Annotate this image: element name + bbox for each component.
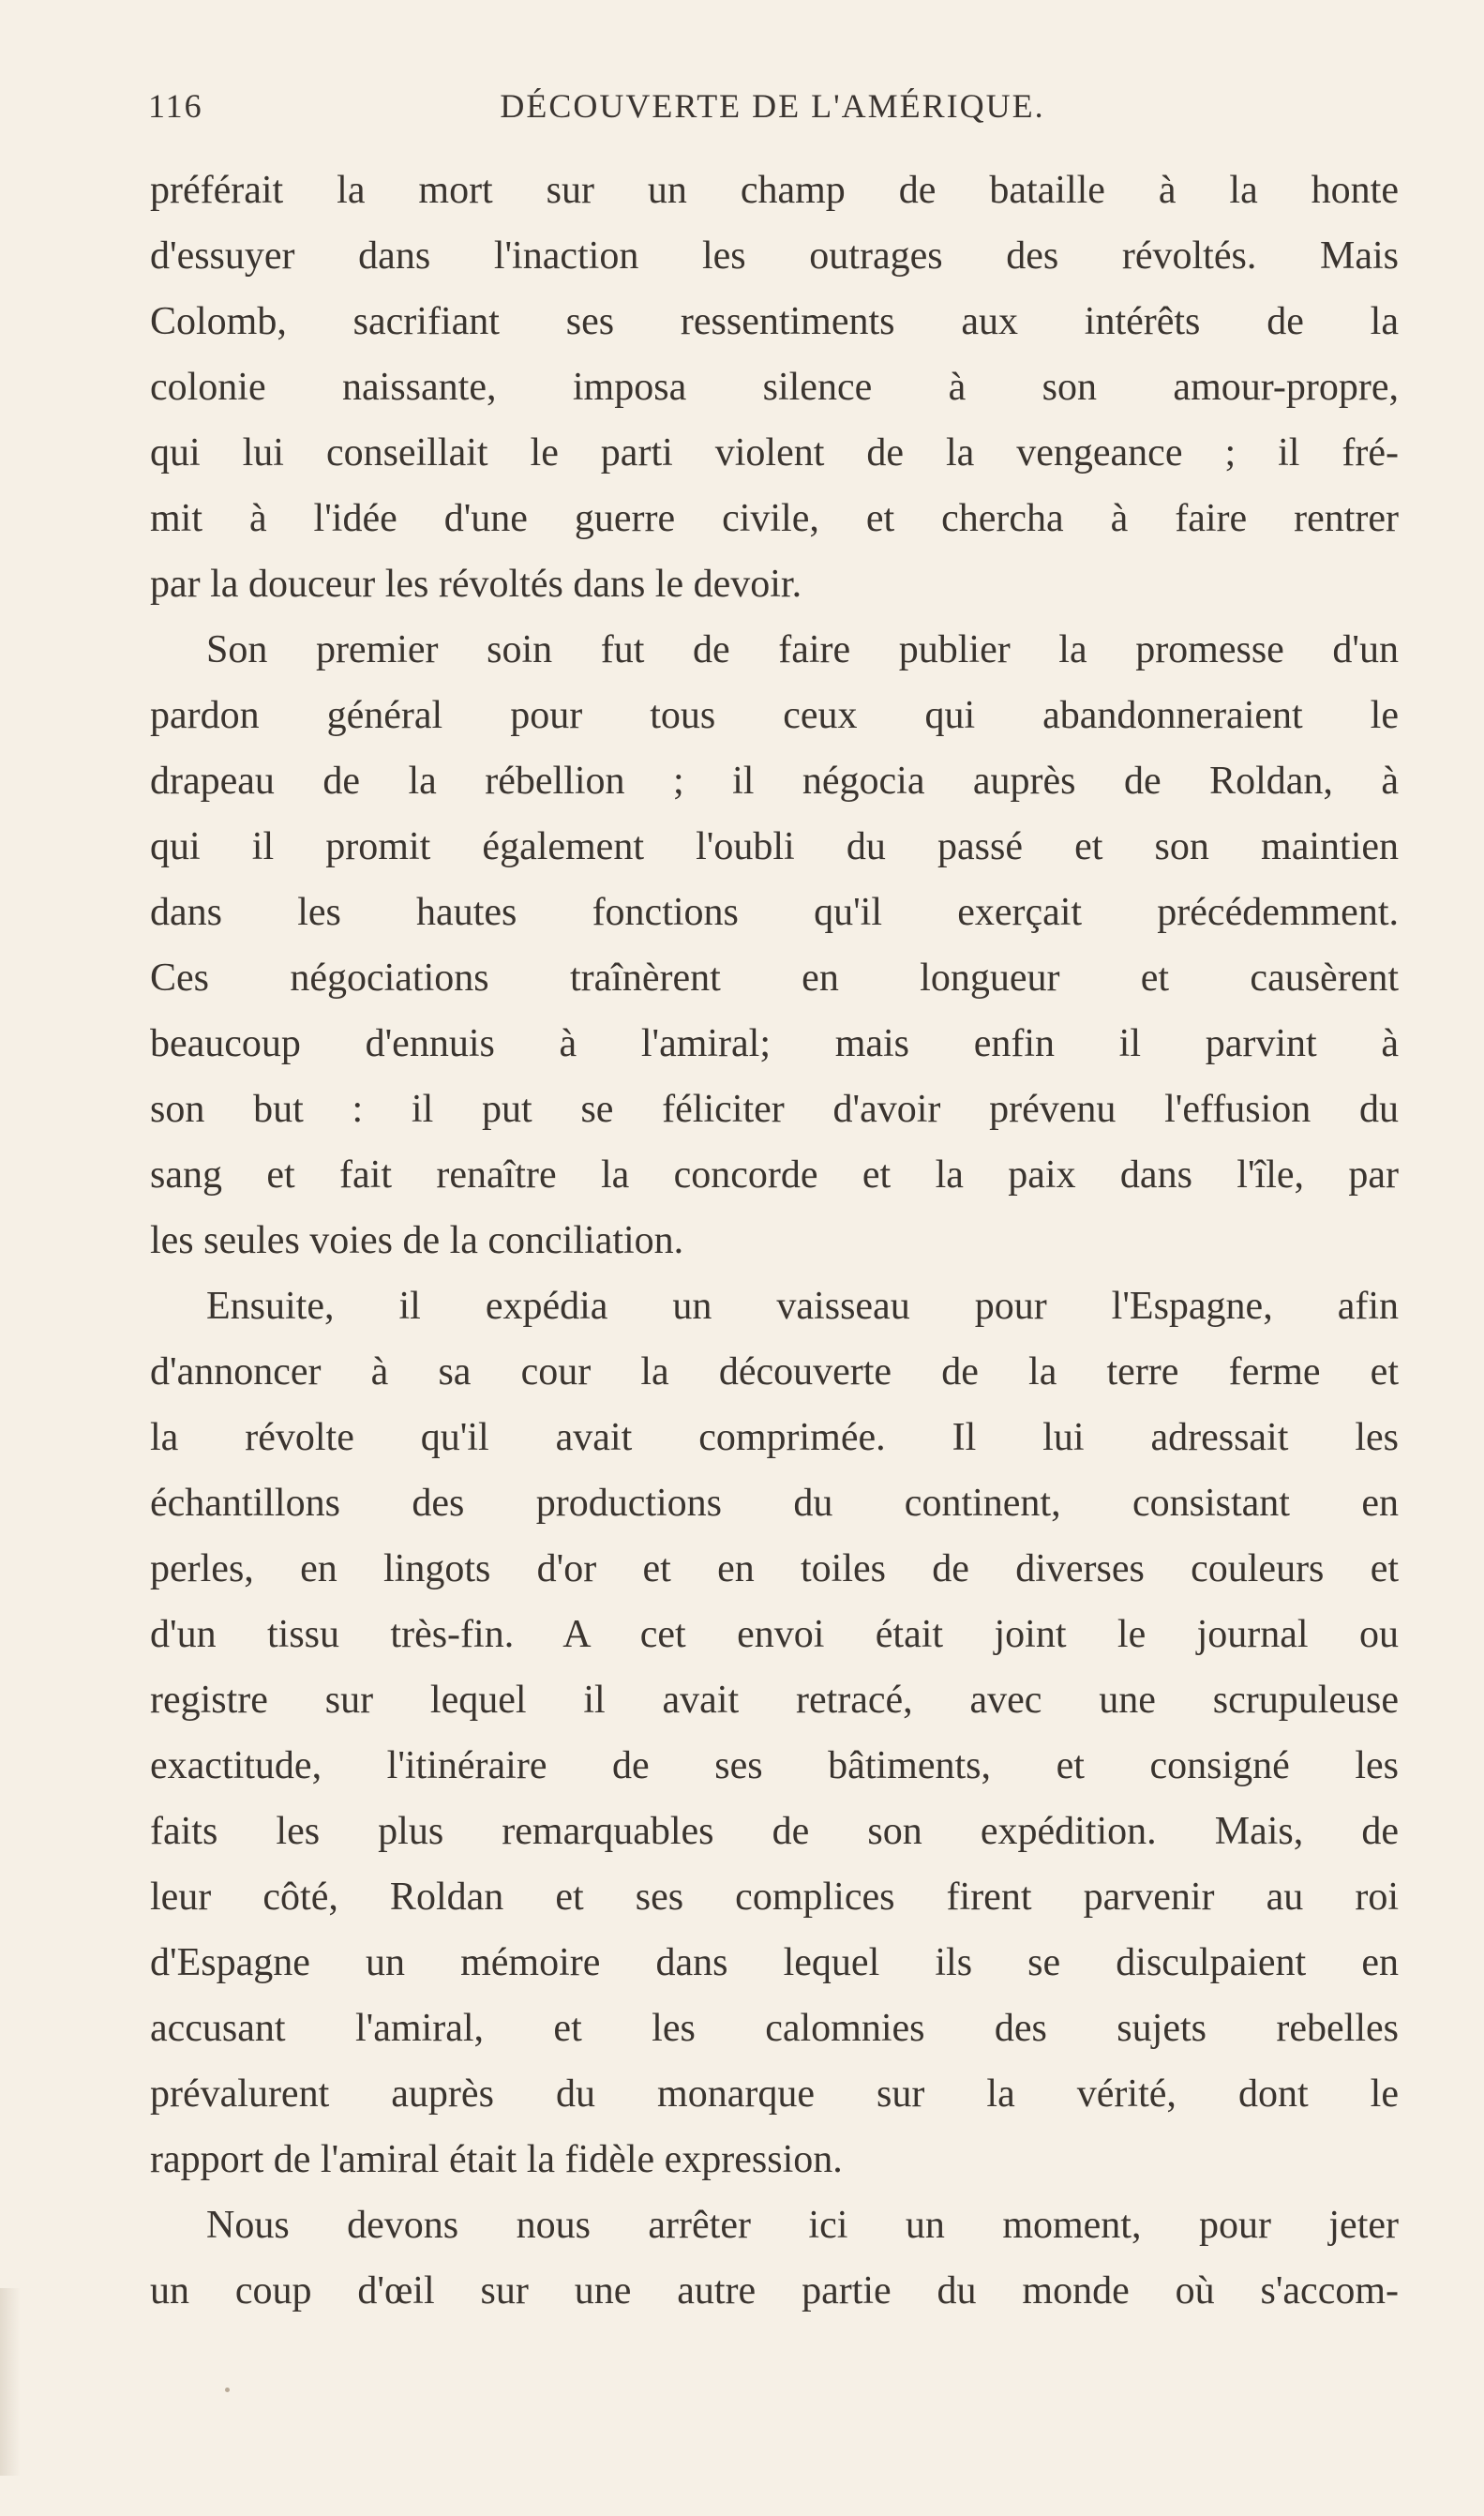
text-line: dans les hautes fonctions qu'il exerçait précédemment. bbox=[150, 891, 1399, 934]
text-line: colonie naissante, imposa silence à son amour-propre, bbox=[150, 366, 1399, 409]
page-number: 116 bbox=[148, 87, 203, 125]
text-line: échantillons des productions du continent, consistant en bbox=[150, 1482, 1399, 1525]
text-line: faits les plus remarquables de son expédition. Mais, de bbox=[150, 1810, 1399, 1853]
text-line: perles, en lingots d'or et en toiles de diverses couleurs et bbox=[150, 1547, 1399, 1590]
text-line: qui lui conseillait le parti violent de la vengeance ; il fré- bbox=[150, 431, 1399, 475]
text-line: exactitude, l'itinéraire de ses bâtiments, et consigné les bbox=[150, 1744, 1399, 1787]
paper-speck bbox=[225, 2388, 230, 2392]
running-title: DÉCOUVERTE DE L'AMÉRIQUE. bbox=[500, 87, 1045, 125]
text-line: qui il promit également l'oubli du passé et son maintien bbox=[150, 825, 1399, 868]
text-line: d'annoncer à sa cour la découverte de la terre ferme et bbox=[150, 1350, 1399, 1394]
text-line: accusant l'amiral, et les calomnies des sujets rebelles bbox=[150, 2007, 1399, 2050]
text-line: leur côté, Roldan et ses complices firent parvenir au roi bbox=[150, 1876, 1399, 1919]
page-edge-shadow bbox=[0, 2288, 21, 2476]
text-line: un coup d'œil sur une autre partie du monde où s'accom- bbox=[150, 2269, 1399, 2313]
text-line: la révolte qu'il avait comprimée. Il lui adressait les bbox=[150, 1416, 1399, 1459]
text-line: mit à l'idée d'une guerre civile, et chercha à faire rentrer bbox=[150, 497, 1399, 540]
text-line: Colomb, sacrifiant ses ressentiments aux intérêts de la bbox=[150, 300, 1399, 343]
text-line: sang et fait renaître la concorde et la paix dans l'île, par bbox=[150, 1153, 1399, 1197]
body-text bbox=[150, 158, 1399, 2324]
paragraph-start-line: Ensuite, il expédia un vaisseau pour l'Espagne, afin bbox=[206, 1285, 1399, 1328]
text-line: pardon général pour tous ceux qui abandonneraient le bbox=[150, 694, 1399, 737]
text-line: prévalurent auprès du monarque sur la vérité, dont le bbox=[150, 2072, 1399, 2116]
text-line: préférait la mort sur un champ de bataille à la honte bbox=[150, 169, 1399, 212]
text-line: rapport de l'amiral était la fidèle expression. bbox=[150, 2138, 843, 2181]
text-line: d'Espagne un mémoire dans lequel ils se disculpaient en bbox=[150, 1941, 1399, 1984]
paragraph-start-line: Son premier soin fut de faire publier la promesse d'un bbox=[206, 628, 1399, 671]
paragraph-start-line: Nous devons nous arrêter ici un moment, pour jeter bbox=[206, 2204, 1399, 2247]
text-line: les seules voies de la conciliation. bbox=[150, 1219, 684, 1262]
text-line: drapeau de la rébellion ; il négocia auprès de Roldan, à bbox=[150, 760, 1399, 803]
text-line: par la douceur les révoltés dans le devoir. bbox=[150, 563, 802, 606]
text-line: registre sur lequel il avait retracé, avec une scrupuleuse bbox=[150, 1679, 1399, 1722]
text-line: son but : il put se féliciter d'avoir prévenu l'effusion du bbox=[150, 1088, 1399, 1131]
text-line: Ces négociations traînèrent en longueur et causèrent bbox=[150, 957, 1399, 1000]
text-line: d'un tissu très-fin. A cet envoi était joint le journal ou bbox=[150, 1613, 1399, 1656]
page-header bbox=[148, 86, 1397, 129]
text-line: beaucoup d'ennuis à l'amiral; mais enfin il parvint à bbox=[150, 1022, 1399, 1065]
text-line: d'essuyer dans l'inaction les outrages des révoltés. Mais bbox=[150, 234, 1399, 278]
